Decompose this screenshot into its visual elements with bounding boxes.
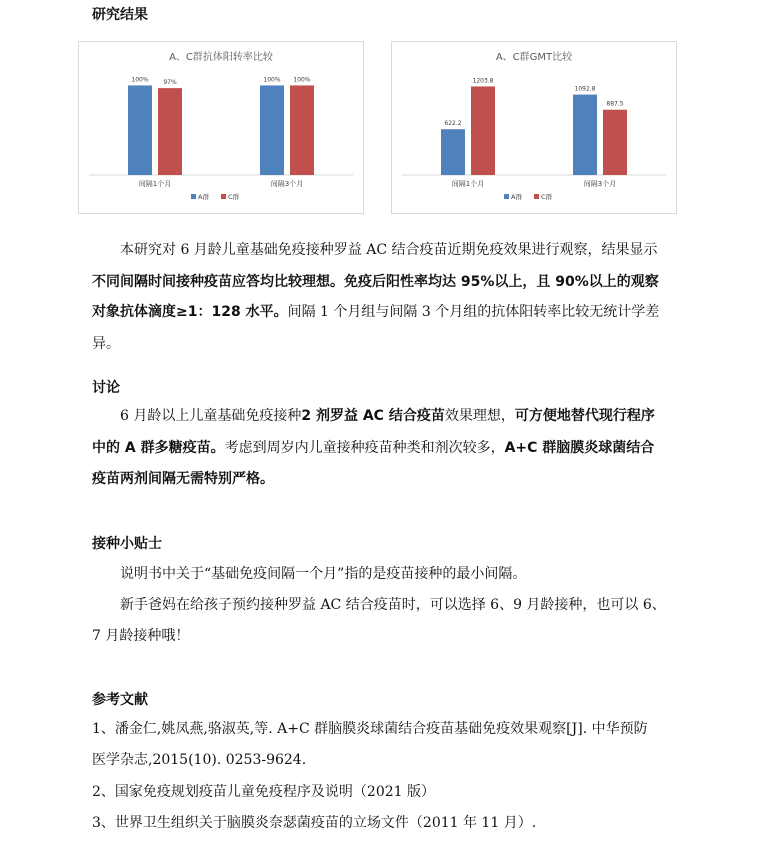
discussion-text-f: 考虑到周岁内儿童接种疫苗种类和剂次较多， (224, 440, 505, 456)
bar-c-0 (158, 88, 182, 175)
chart-title: A、C群GMT比较 (495, 52, 573, 63)
data-label: 887.5 (606, 100, 624, 108)
data-label: 100% (131, 76, 149, 84)
data-label: 1203.8 (472, 77, 494, 85)
chart-seroconversion (78, 41, 364, 214)
discussion-text-e: 中的 A 群多糖疫苗。 (92, 440, 225, 456)
reference-1-line-2: 医学杂志,2015(10). 0253-9624. (92, 752, 307, 768)
chart-title: A、C群抗体阳转率比较 (169, 52, 273, 63)
section-title-discussion: 讨论 (92, 380, 120, 396)
discussion-text-d: 可方便地替代现行程序 (514, 408, 655, 424)
legend-label: C群 (541, 193, 553, 201)
bar-a-1 (573, 95, 597, 175)
discussion-line-3: 疫苗两剂间隔无需特别严格。 (92, 471, 274, 487)
results-paragraph-line-2: 不同间隔时间接种疫苗应答均比较理想。免疫后阳性率均达 95%以上，且 90%以上的观察 (92, 274, 659, 290)
results-paragraph-line-3 (92, 302, 659, 322)
reference-2: 2、国家免疫规划疫苗儿童免疫程序及说明（2021 版） (92, 784, 435, 800)
discussion-text-a: 6 月龄以上儿童基础免疫接种 (120, 408, 302, 424)
chart-seroconversion-svg (79, 42, 363, 213)
tips-line-2: 新手爸妈在给孩子预约接种罗益 AC 结合疫苗时，可以选择 6、9 月龄接种，也可以 6、 (120, 597, 666, 613)
bar-c-1 (290, 85, 314, 175)
discussion-line-1 (120, 406, 655, 426)
category-label: 间隔1个月 (451, 180, 485, 188)
chart-gmt-svg (392, 42, 676, 213)
legend-swatch-c (534, 194, 539, 199)
legend-swatch-a (504, 194, 509, 199)
data-label: 622.2 (444, 120, 462, 128)
category-label: 间隔1个月 (138, 180, 172, 188)
discussion-line-2 (92, 438, 654, 458)
bar-c-1 (603, 110, 627, 175)
bar-c-0 (471, 86, 495, 175)
bar-a-0 (441, 129, 465, 175)
category-label: 间隔3个月 (270, 180, 304, 188)
data-label: 1092.8 (574, 85, 596, 93)
tips-line-1: 说明书中关于“基础免疫间隔一个月”指的是疫苗接种的最小间隔。 (120, 566, 527, 582)
discussion-text-g: A+C 群脑膜炎球菌结合 (504, 440, 655, 456)
legend-label: A群 (511, 193, 522, 201)
results-normal-text: 间隔 1 个月组与间隔 3 个月组的抗体阳转率比较无统计学差 (287, 304, 660, 320)
legend-swatch-c (221, 194, 226, 199)
discussion-text-c: 效果理想， (444, 408, 515, 424)
section-title-references: 参考文献 (92, 692, 148, 708)
results-paragraph-line-1: 本研究对 6 月龄儿童基础免疫接种罗益 AC 结合疫苗近期免疫效果进行观察，结果显示 (120, 242, 658, 258)
reference-3: 3、世界卫生组织关于脑膜炎奈瑟菌疫苗的立场文件（2011 年 11 月）. (92, 815, 537, 831)
chart-gmt (391, 41, 677, 214)
legend-label: C群 (228, 193, 240, 201)
data-label: 100% (263, 76, 281, 84)
legend-swatch-a (191, 194, 196, 199)
category-label: 间隔3个月 (583, 180, 617, 188)
bar-a-0 (128, 85, 152, 175)
results-bold-text: 对象抗体滴度≥1：128 水平。 (92, 304, 288, 320)
reference-1-line-1: 1、潘金仁,姚凤燕,骆淑英,等. A+C 群脑膜炎球菌结合疫苗基础免疫效果观察[J]. 中华预防 (92, 721, 648, 737)
section-title-tips: 接种小贴士 (92, 536, 162, 552)
data-label: 97% (163, 79, 177, 87)
discussion-text-b: 2 剂罗益 AC 结合疫苗 (301, 408, 445, 424)
tips-line-3: 7 月龄接种哦！ (92, 628, 190, 644)
bar-a-1 (260, 85, 284, 175)
legend-label: A群 (198, 193, 209, 201)
results-paragraph-line-4: 异。 (92, 336, 120, 352)
data-label: 100% (293, 76, 311, 84)
section-title-results: 研究结果 (92, 7, 148, 23)
